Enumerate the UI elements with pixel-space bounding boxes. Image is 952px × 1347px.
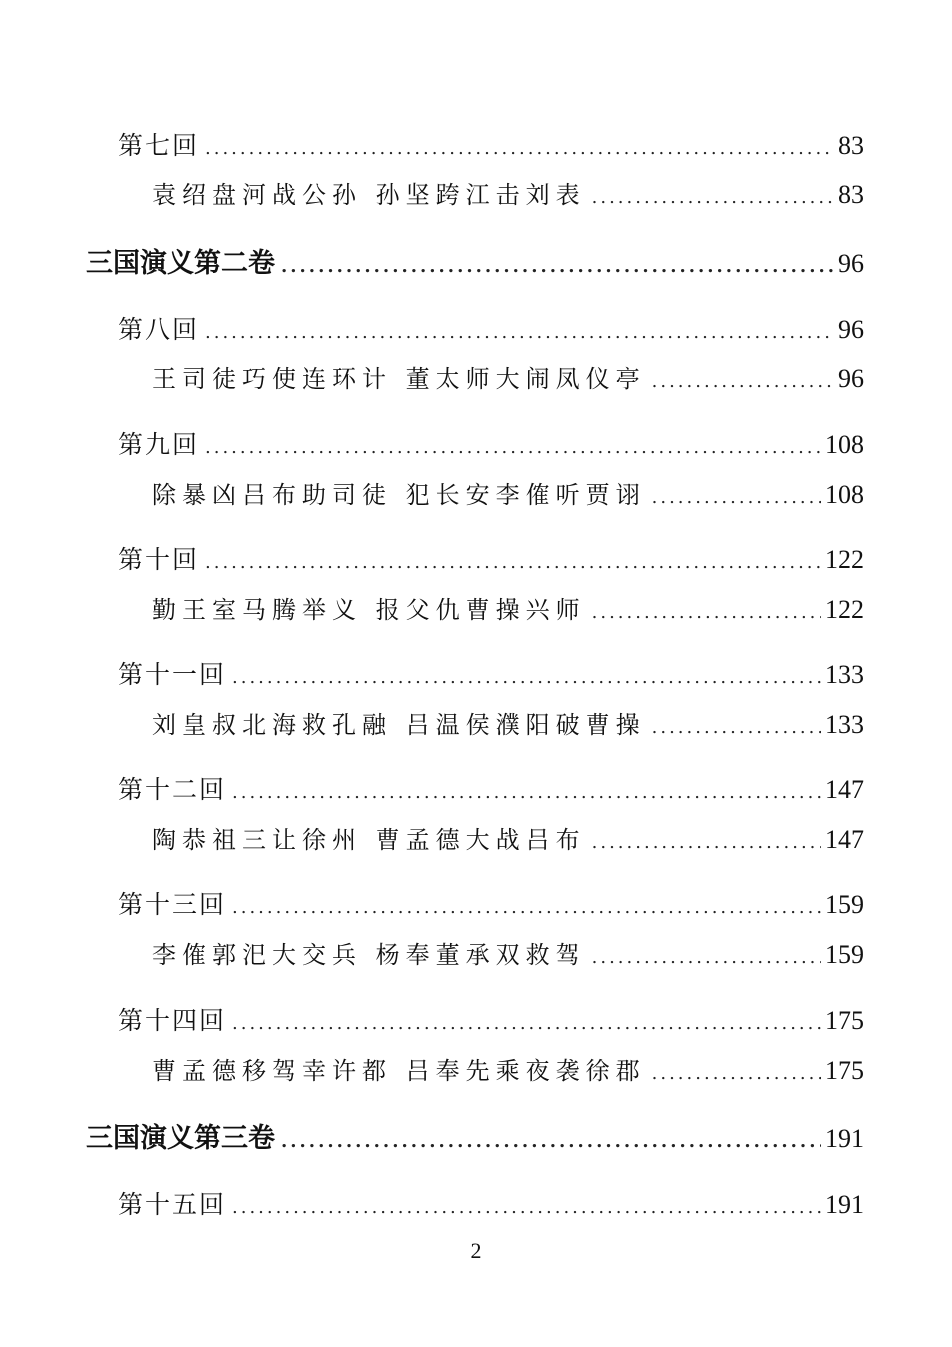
dot-leader <box>652 708 821 748</box>
toc-title-14[interactable] <box>152 1051 864 1091</box>
toc-title-10[interactable] <box>152 590 864 630</box>
toc-title-8[interactable] <box>152 359 864 399</box>
dot-leader <box>592 938 821 978</box>
toc-page-number: 96 <box>838 249 864 278</box>
toc-label: 第十三回 <box>118 890 227 919</box>
toc-page-number: 133 <box>825 710 864 739</box>
dot-leader <box>281 247 834 287</box>
toc-label: 第十回 <box>118 545 200 574</box>
toc-chapter-9[interactable] <box>118 425 864 465</box>
toc-page-number: 191 <box>825 1124 864 1153</box>
toc-page-number: 108 <box>825 430 864 459</box>
toc-page-number: 133 <box>825 660 864 689</box>
toc-page-number: 175 <box>825 1006 864 1035</box>
toc-title-7[interactable] <box>152 175 864 215</box>
toc-page-number: 122 <box>825 545 864 574</box>
dot-leader <box>232 1004 821 1044</box>
toc-label: 第九回 <box>118 430 200 459</box>
toc-chapter-13[interactable] <box>118 885 864 925</box>
dot-leader <box>592 593 821 633</box>
toc-page-number: 96 <box>838 364 864 393</box>
toc-label: 第十四回 <box>118 1006 227 1035</box>
toc-label: 除暴凶吕布助司徒 犯长安李傕听贾诩 <box>152 481 646 509</box>
toc-label: 第八回 <box>118 315 200 344</box>
toc-label: 袁绍盘河战公孙 孙坚跨江击刘表 <box>152 181 586 209</box>
toc-volume-3[interactable] <box>86 1119 864 1159</box>
toc-label: 陶恭祖三让徐州 曹孟德大战吕布 <box>152 826 586 854</box>
toc-title-12[interactable] <box>152 820 864 860</box>
dot-leader <box>205 428 821 468</box>
toc-page-number: 147 <box>825 825 864 854</box>
toc-chapter-10[interactable] <box>118 540 864 580</box>
toc-page-number: 122 <box>825 595 864 624</box>
toc-label: 刘皇叔北海救孔融 吕温侯濮阳破曹操 <box>152 711 646 739</box>
dot-leader <box>232 658 821 698</box>
toc-page-number: 159 <box>825 940 864 969</box>
toc-page-number: 83 <box>838 180 864 209</box>
toc-chapter-8[interactable] <box>118 310 864 350</box>
dot-leader <box>281 1122 821 1162</box>
toc-page-number: 191 <box>825 1190 864 1219</box>
dot-leader <box>232 888 821 928</box>
toc-page-number: 108 <box>825 480 864 509</box>
toc-title-11[interactable] <box>152 705 864 745</box>
toc-label: 勤王室马腾举义 报父仇曹操兴师 <box>152 596 586 624</box>
dot-leader <box>592 823 821 863</box>
dot-leader <box>205 543 821 583</box>
toc-label: 曹孟德移驾幸许都 吕奉先乘夜袭徐郡 <box>152 1057 646 1085</box>
dot-leader <box>205 313 834 353</box>
toc-label: 第十一回 <box>118 660 227 689</box>
dot-leader <box>232 1188 821 1228</box>
toc-chapter-14[interactable] <box>118 1001 864 1041</box>
toc-chapter-11[interactable] <box>118 655 864 695</box>
toc-title-9[interactable] <box>152 475 864 515</box>
toc-label: 三国演义第二卷 <box>86 248 275 279</box>
toc-page-number: 96 <box>838 315 864 344</box>
toc-label: 李傕郭汜大交兵 杨奉董承双救驾 <box>152 941 586 969</box>
footer-page-number: 2 <box>470 1238 482 1263</box>
toc-chapter-7[interactable] <box>118 126 864 166</box>
dot-leader <box>205 129 834 169</box>
dot-leader <box>652 1054 821 1094</box>
dot-leader <box>652 362 834 402</box>
toc-page-number: 159 <box>825 890 864 919</box>
toc-volume-2[interactable] <box>86 244 864 284</box>
toc-label: 第七回 <box>118 131 200 160</box>
toc-label: 王司徒巧使连环计 董太师大闹凤仪亭 <box>152 365 646 393</box>
toc-label: 第十二回 <box>118 775 227 804</box>
toc-title-13[interactable] <box>152 935 864 975</box>
toc-label: 第十五回 <box>118 1190 227 1219</box>
dot-leader <box>232 773 821 813</box>
dot-leader <box>652 478 821 518</box>
toc-chapter-12[interactable] <box>118 770 864 810</box>
toc-page-number: 175 <box>825 1056 864 1085</box>
toc-page-number: 83 <box>838 131 864 160</box>
toc-chapter-15[interactable] <box>118 1185 864 1225</box>
dot-leader <box>592 178 834 218</box>
toc-page-number: 147 <box>825 775 864 804</box>
toc-label: 三国演义第三卷 <box>86 1123 275 1154</box>
